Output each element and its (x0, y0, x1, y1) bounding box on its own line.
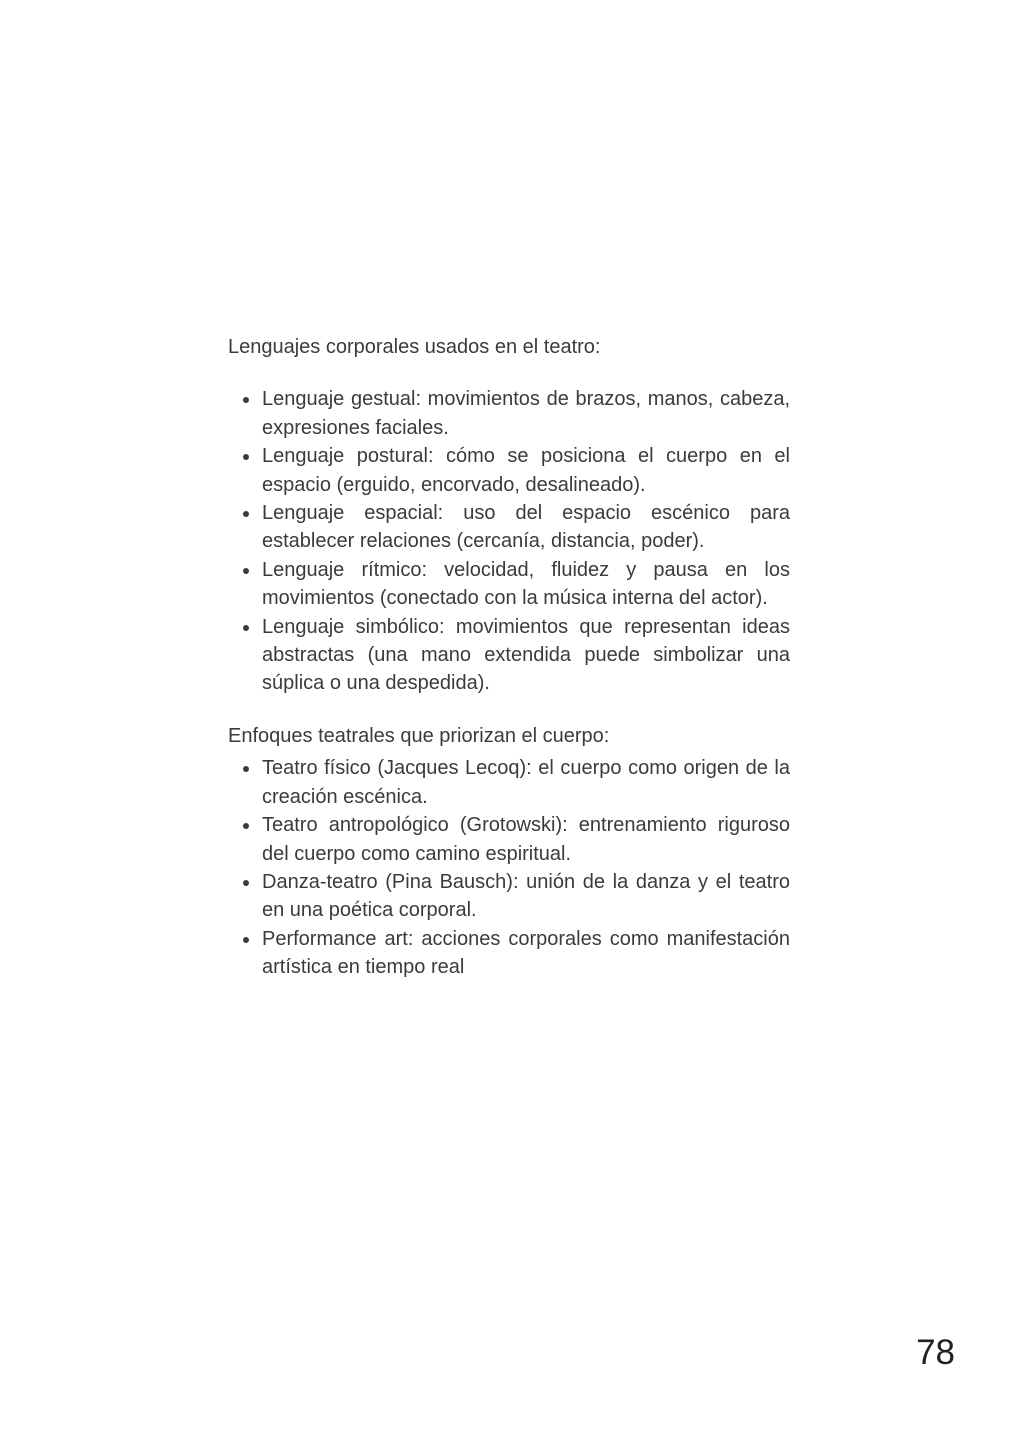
section-heading-enfoques-teatrales: Enfoques teatrales que priorizan el cuerpo: (228, 724, 610, 747)
theatre-approaches-list (228, 754, 790, 981)
list-item: • Teatro físico (Jacques Lecoq): el cuerpo como origen de la creación escénica. (261, 754, 790, 811)
list-item: • Performance art: acciones corporales como manifestación artística en tiempo real (261, 925, 790, 982)
list-item: • Lenguaje rítmico: velocidad, fluidez y pausa en los movimientos (conectado con la música interna del actor). (261, 556, 790, 613)
body-languages-list (228, 385, 790, 697)
list-item: • Lenguaje gestual: movimientos de brazos, manos, cabeza, expresiones faciales. (261, 385, 790, 442)
list-item: • Teatro antropológico (Grotowski): entrenamiento riguroso del cuerpo como camino espiritual. (261, 811, 790, 868)
list-item: • Lenguaje postural: cómo se posiciona el cuerpo en el espacio (erguido, encorvado, desalineado). (261, 442, 790, 499)
section-heading-lenguajes-corporales: Lenguajes corporales usados en el teatro: (228, 336, 601, 358)
list-item: • Lenguaje simbólico: movimientos que representan ideas abstractas (una mano extendida puede simbolizar una súplica o una despedida). (261, 613, 790, 698)
list-item: • Danza-teatro (Pina Bausch): unión de la danza y el teatro en una poética corporal. (261, 868, 790, 925)
page-number: 78 (916, 1333, 955, 1372)
list-item: • Lenguaje espacial: uso del espacio escénico para establecer relaciones (cercanía, distancia, poder). (261, 499, 790, 556)
content-block (228, 333, 790, 982)
